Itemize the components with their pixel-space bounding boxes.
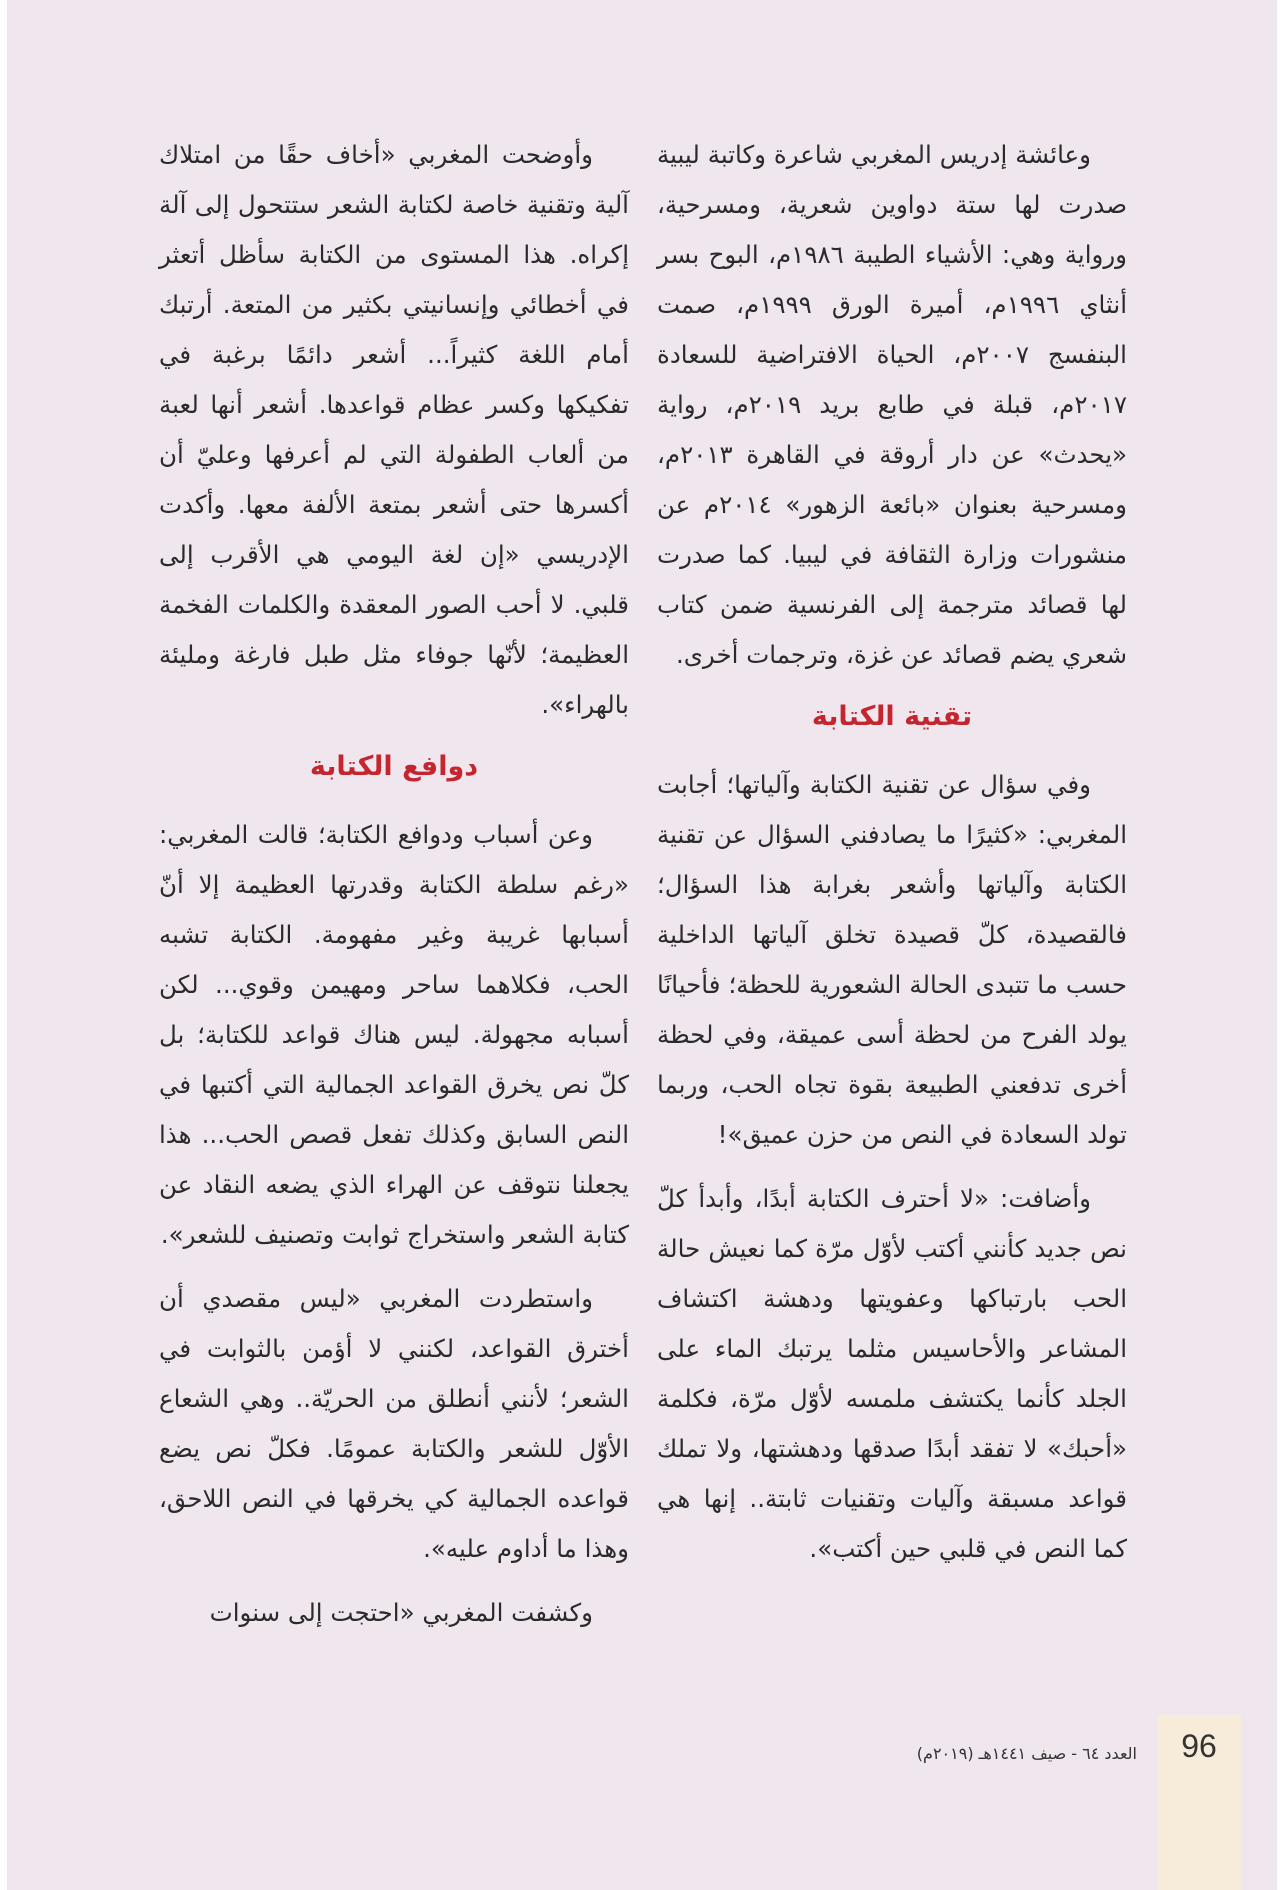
paragraph-technique-answer: وفي سؤال عن تقنية الكتابة وآلياتها؛ أجابت المغربي: «كثيرًا ما يصادفني السؤال عن تقنية الكتابة وآلياتها وأشعر بغرابة هذا السؤال؛ فالقصيدة، كلّ قصيدة تخلق آلياتها الداخلية حسب ما تتبدى الحالة الشعورية للحظة؛ فأحيانًا يولد الفرح من لحظة أسى عميقة، وفي لحظة أخرى تدفعني الطبيعة بقوة تجاه الحب، وربما تولد السعادة في النص من حزن عميق»! <box>657 770 1127 1149</box>
paragraph-rules: واستطردت المغربي «ليس مقصدي أن أخترق القواعد، لكنني لا أؤمن بالثوابت في الشعر؛ لأنني أنطلق من الحريّة.. وهي الشعاع الأوّل للشعر والكتابة عمومًا. فكلّ نص يضع قواعده الجمالية كي يخرقها في النص اللاحق، وهذا ما أداوم عليه». <box>159 1284 629 1563</box>
magazine-page <box>7 0 1277 1890</box>
paragraph-motives: وعن أسباب ودوافع الكتابة؛ قالت المغربي: «رغم سلطة الكتابة وقدرتها العظيمة إلا أنّ أسبابها غريبة وغير مفهومة. الكتابة تشبه الحب، فكلاهما ساحر ومهيمن وقوي... لكن أسبابه مجهولة. ليس هناك قواعد للكتابة؛ بل كلّ نص يخرق القواعد الجمالية التي أكتبها في النص السابق وكذلك تفعل قصص الحب... هذا يجعلنا نتوقف عن الهراء الذي يضعه النقاد عن كتابة الشعر واستخراج ثوابت وتصنيف للشعر». <box>159 820 629 1249</box>
page-number: 96 <box>1181 1728 1217 1764</box>
right-text-column <box>657 130 1127 1588</box>
issue-info: العدد ٦٤ - صيف ١٤٤١هـ (٢٠١٩م) <box>916 1744 1137 1763</box>
left-text-column <box>159 130 629 1652</box>
paragraph-technique-added: وأضافت: «لا أحترف الكتابة أبدًا، وأبدأ كلّ نص جديد كأنني أكتب لأوّل مرّة كما نعيش حالة الحب بارتباكها وعفويتها ودهشة اكتشاف المشاعر والأحاسيس مثلما يرتبك الماء على الجلد كأنما يكتشف ملمسه لأوّل مرّة، فكلمة «أحبك» لا تفقد أبدًا صدقها ودهشتها، ولا تملك قواعد مسبقة وآليات وتقنيات ثابتة.. إنها هي كما النص في قلبي حين أكتب». <box>657 1184 1127 1563</box>
section-heading-writing-motives: دوافع الكتابة <box>309 751 479 782</box>
section-heading-writing-technique: تقنية الكتابة <box>811 701 973 732</box>
paragraph-continued: وكشفت المغربي «احتجت إلى سنوات <box>209 1598 593 1627</box>
paragraph-biography: وعائشة إدريس المغربي شاعرة وكاتبة ليبية صدرت لها ستة دواوين شعرية، ومسرحية، ورواية وهي: الأشياء الطيبة ١٩٨٦م، البوح بسر أنثاي ١٩٩٦م، أميرة الورق ١٩٩٩م، صمت البنفسج ٢٠٠٧م، الحياة الافتراضية للسعادة ٢٠١٧م، قبلة في طابع بريد ٢٠١٩م، رواية «يحدث» عن دار أروقة في القاهرة ٢٠١٣م، ومسرحية بعنوان «بائعة الزهور» ٢٠١٤م عن منشورات وزارة الثقافة في ليبيا. كما صدرت لها قصائد مترجمة إلى الفرنسية ضمن كتاب شعري يضم قصائد عن غزة، وترجمات أخرى. <box>657 140 1127 669</box>
paragraph-clarification: وأوضحت المغربي «أخاف حقًا من امتلاك آلية وتقنية خاصة لكتابة الشعر ستتحول إلى آلة إكراه. هذا المستوى من الكتابة سأظل أتعثر في أخطائي وإنسانيتي بكثير من المتعة. أرتبك أمام اللغة كثيراً... أشعر دائمًا برغبة في تفكيكها وكسر عظام قواعدها. أشعر أنها لعبة من ألعاب الطفولة التي لم أعرفها وعليّ أن أكسرها حتى أشعر بمتعة الألفة معها. وأكدت الإدريسي «إن لغة اليومي هي الأقرب إلى قلبي. لا أحب الصور المعقدة والكلمات الفخمة العظيمة؛ لأنّها جوفاء مثل طبل فارغة ومليئة بالهراء». <box>159 140 629 719</box>
